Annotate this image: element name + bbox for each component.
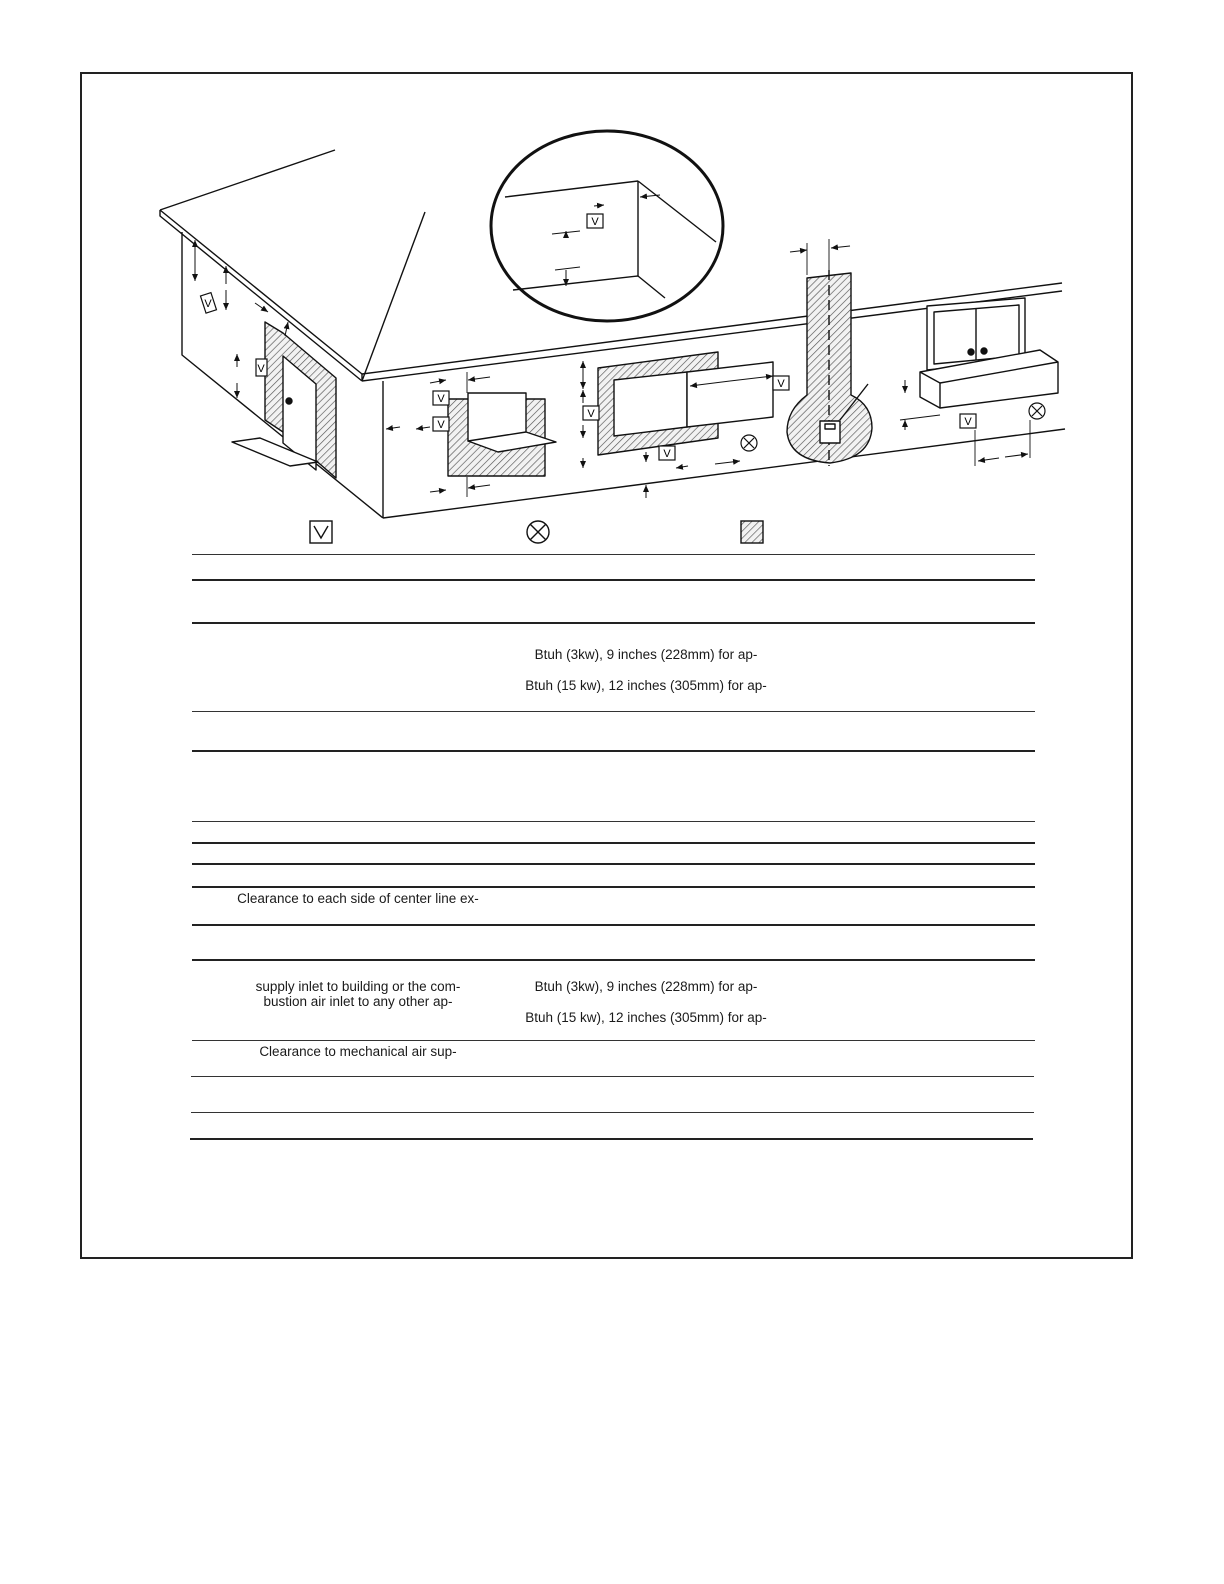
table-rule [192,554,1035,555]
boxed-v-icon [659,446,675,460]
table-cell-text: Clearance to mechanical air sup- [259,1044,457,1059]
table-cell-text: Btuh (3kw), 9 inches (228mm) for ap- [534,979,758,994]
table-rule [192,711,1035,712]
boxed-v-icon [960,414,976,428]
table-rule [191,1076,1034,1077]
svg-text:V: V [437,419,445,431]
circled-x-icon [1029,403,1045,419]
boxed-v-icon [433,417,449,431]
table-rule [192,886,1035,888]
table-rule [192,959,1035,961]
table-cell-text: Btuh (15 kw), 12 inches (305mm) for ap- [525,1010,767,1025]
boxed-v-icon [587,214,603,228]
svg-text:V: V [204,298,212,310]
table-cell-text: Btuh (3kw), 9 inches (228mm) for ap- [534,647,758,662]
table-cell-text: bustion air inlet to any other ap- [263,994,453,1009]
table-rule [192,1040,1035,1041]
table-rule [192,579,1035,581]
boxed-v-icon [583,406,599,420]
svg-text:V: V [437,393,445,405]
svg-text:V: V [591,216,599,228]
svg-text:V: V [964,416,972,428]
window-left [448,393,556,476]
legend-air-supply-inlet [527,521,549,543]
table-rule [192,842,1035,844]
svg-text:V: V [777,378,785,390]
boxed-v-icon [433,391,449,405]
svg-text:V: V [257,363,265,375]
table-rule [192,821,1035,822]
table-rule [192,924,1035,926]
boxed-v-icon [773,376,789,390]
french-doors [920,298,1058,408]
table-cell-text: supply inlet to building or the com- [255,979,461,994]
table-rule [192,622,1035,624]
boxed-v-icon [200,293,216,314]
table-rule [191,1112,1034,1113]
table-cell-text: Clearance to each side of center line ex- [237,891,479,906]
svg-text:V: V [663,448,671,460]
svg-text:V: V [587,408,595,420]
table-cell-text: Btuh (15 kw), 12 inches (305mm) for ap- [525,678,767,693]
table-rule [192,750,1035,752]
legend-restricted-area [741,521,763,543]
table-rule [190,1138,1033,1140]
circled-x-icon [741,435,757,451]
gas-meter-zone [787,270,872,466]
inset-detail [491,131,723,321]
table-rule [192,863,1035,865]
legend-vent-terminal [310,521,332,543]
side-door [232,322,336,478]
legend [310,521,763,543]
boxed-v-icon [256,359,267,376]
